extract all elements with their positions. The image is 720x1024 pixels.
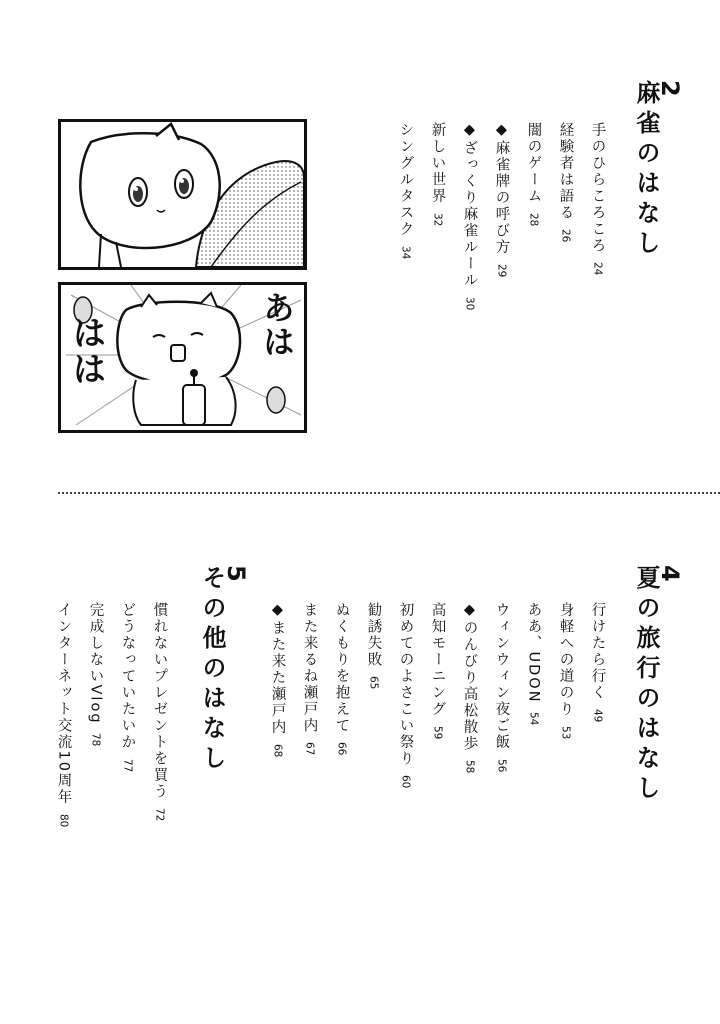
page-number: 65 (367, 676, 380, 690)
page-number: 80 (57, 813, 70, 828)
toc-item[interactable]: 身軽への道のり53 (557, 602, 574, 739)
page-number: 59 (431, 725, 444, 739)
page-number: 66 (335, 742, 348, 756)
page-number: 67 (303, 742, 316, 756)
page-number: 56 (495, 758, 508, 772)
page-number: 32 (431, 212, 444, 226)
toc-item[interactable]: 高知モーニング59 (429, 602, 446, 739)
toc-item[interactable]: シングルタスク34 (397, 122, 414, 259)
page-number: 78 (89, 732, 102, 746)
page-number: 53 (559, 725, 572, 739)
toc-item[interactable]: ◆ざっくり麻雀ルール30 (461, 122, 478, 310)
page-number: 60 (399, 775, 412, 789)
toc-item[interactable]: ウィンウィン夜ご飯56 (493, 602, 510, 772)
page-number: 72 (153, 808, 166, 822)
toc-item[interactable]: 闇のゲーム28 (525, 122, 542, 226)
toc-item[interactable]: 勧誘失敗65 (365, 602, 382, 690)
chapter-title-5 (200, 565, 248, 775)
toc-item[interactable]: ◆また来た瀬戸内68 (269, 602, 286, 757)
page-number: 28 (527, 212, 540, 226)
section-divider (58, 492, 720, 494)
chapter-number: 2 (656, 80, 684, 103)
toc-item[interactable]: どうなっていたいか77 (119, 602, 136, 772)
laugh-text-2: はは (66, 315, 106, 387)
laugh-text-1: あは (258, 291, 296, 359)
toc-item[interactable]: ◆麻雀牌の呼び方29 (493, 122, 510, 277)
toc-item[interactable]: ああ、UDON54 (525, 602, 542, 725)
toc-item[interactable]: ぬくもりを抱えて66 (333, 602, 350, 756)
comic-panel-2 (58, 282, 307, 433)
page-number: 68 (271, 743, 284, 757)
page-number: 54 (527, 711, 540, 725)
chapter-name: 夏の旅行のはなし (632, 565, 660, 805)
toc-item[interactable]: 行けたら行く49 (589, 602, 606, 723)
page-number: 77 (121, 758, 134, 772)
page-number: 24 (591, 262, 604, 276)
toc-item[interactable]: 初めてのよさこい祭り60 (397, 602, 414, 789)
toc-item[interactable]: 新しい世界32 (429, 122, 446, 226)
comic-panel-1 (58, 119, 307, 270)
page-number: 34 (399, 245, 412, 259)
toc-item[interactable]: インターネット交流10周年80 (55, 602, 72, 828)
toc-item[interactable]: また来るね瀬戸内67 (301, 602, 318, 756)
chapter-number: 5 (222, 565, 250, 588)
toc-item[interactable]: 経験者は語る26 (557, 122, 574, 243)
chapter-name: 麻雀のはなし (632, 80, 660, 260)
toc-item[interactable]: ◆のんびり高松散歩58 (461, 602, 478, 774)
chapter-title-2 (634, 80, 682, 260)
chapter-name: その他のはなし (198, 565, 226, 775)
page-number: 49 (591, 709, 604, 723)
page-number: 30 (463, 296, 476, 310)
page-number: 26 (559, 229, 572, 243)
cat-with-leaf-illustration (61, 122, 304, 267)
toc-item[interactable]: 手のひらころころ24 (589, 122, 606, 276)
page-number: 29 (495, 263, 508, 277)
toc-item[interactable]: 慣れないプレゼントを買う72 (151, 602, 168, 822)
chapter-title-4 (634, 565, 682, 805)
chapter-number: 4 (656, 565, 684, 588)
page-number: 58 (463, 760, 476, 774)
toc-item[interactable]: 完成しないVlog78 (87, 602, 104, 746)
